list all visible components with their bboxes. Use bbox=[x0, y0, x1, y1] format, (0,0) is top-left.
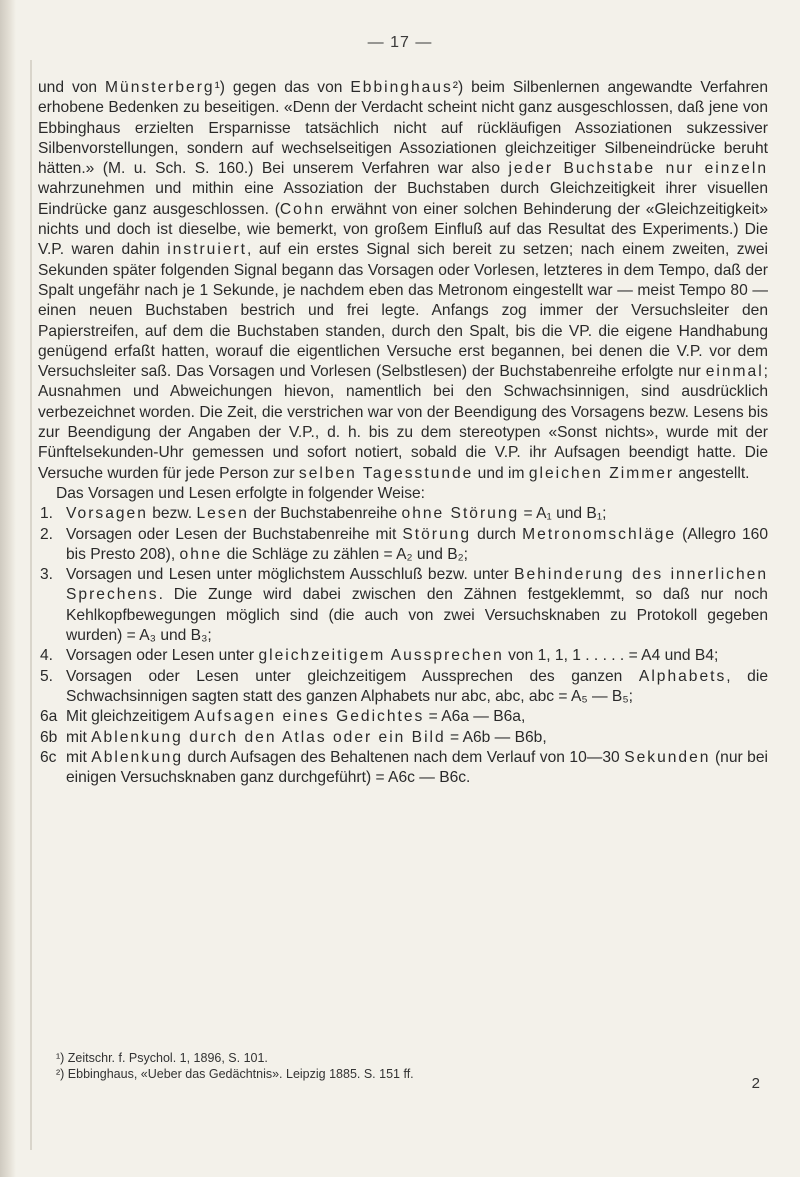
text-run: die Schläge zu zählen = A₂ und B₂; bbox=[222, 545, 468, 563]
list-item bbox=[38, 748, 768, 789]
list-item-number: 5. bbox=[40, 667, 54, 685]
spaced-emphasis-text: instruiert bbox=[167, 241, 247, 259]
spaced-emphasis-text: Ablenkung durch den Atlas oder ein Bild bbox=[91, 728, 446, 746]
text-run: Vorsagen oder Lesen unter bbox=[66, 647, 259, 665]
spaced-emphasis-text: Alphabets bbox=[638, 667, 727, 685]
text-run: Vorsagen oder Lesen der Buchstabenreihe mit bbox=[66, 525, 403, 543]
footnotes bbox=[56, 1050, 756, 1082]
spaced-emphasis-text: Ablenkung bbox=[91, 748, 183, 766]
text-run: (Allegro 160 bis Presto 208), bbox=[66, 525, 768, 563]
text-run: = A6a — B6a, bbox=[424, 708, 526, 726]
spaced-emphasis-text: Cohn bbox=[279, 200, 326, 218]
binding-shadow-line bbox=[30, 60, 32, 1150]
text-run: , auf ein erstes Signal sich bereit zu setzen; nach einem zweiten, zwei Sekunden später folgenden Signal begann das Vorsagen oder Vorlesen, letzteres in dem Tempo, daß der Spalt ungefähr nach je 1 Sekunde, je nachdem eben das Metronom eingestellt war — meist Tempo 80 — einen neuen Buchstaben bestrich und frei legte. Anfangs zog immer der Versuchsleiter den Papierstreifen, auf dem die Buchstaben standen, durch den Spalt, bis die VP. die eigene Handhabung genügend erfaßt hatten, worauf die eigentlichen Versuche erst begannen, bei denen die V.P. vor dem Versuchsleiter saß. Das Vorsagen und Vorlesen (Selbstlesen) der Buchstabenreihe erfolgte nur bbox=[38, 241, 768, 381]
text-run: Mit gleichzeitigem bbox=[66, 708, 195, 726]
text-run: wahrzunehmen und mithin eine Assoziation der Buchstaben durch Gleichzeitigkeit ihrer visuellen Eindrücke ganz ausgeschlossen. ( bbox=[38, 180, 768, 218]
list-item-number: 1. bbox=[40, 505, 54, 523]
list-item-number: 6a bbox=[40, 708, 58, 726]
footnote-2: ²) Ebbinghaus, «Ueber das Gedächtnis». Leipzig 1885. S. 151 ff. bbox=[56, 1067, 414, 1081]
list-item bbox=[38, 504, 768, 524]
text-run: bezw. bbox=[147, 505, 197, 523]
spaced-emphasis-text: gleichzeitigem Aussprechen bbox=[258, 647, 504, 665]
text-run: von 1, 1, 1 . . . . . = A4 und B4; bbox=[503, 647, 719, 665]
footnote-1: ¹) Zeitschr. f. Psychol. 1, 1896, S. 101. bbox=[56, 1051, 268, 1065]
text-run: Vorsagen oder Lesen unter gleichzeitigem Aussprechen des ganzen bbox=[66, 667, 639, 685]
text-run: (nur bei einigen Versuchsknaben ganz durchgeführt) = A6c — B6c. bbox=[66, 748, 768, 787]
list-item bbox=[38, 646, 768, 666]
condition-list bbox=[38, 504, 768, 788]
list-item bbox=[38, 728, 768, 748]
text-run: = A6b — B6b, bbox=[445, 728, 547, 746]
text-run: mit bbox=[66, 748, 92, 766]
spaced-emphasis-text: jeder Buchstabe nur einzeln bbox=[508, 160, 768, 178]
page-number: — 17 — bbox=[367, 34, 433, 51]
text-run: = A₁ und B₁; bbox=[519, 505, 607, 523]
list-item-number: 3. bbox=[40, 566, 54, 584]
spaced-emphasis-text: ohne bbox=[179, 545, 223, 563]
spaced-emphasis-text: Lesen bbox=[196, 505, 249, 523]
list-item-number: 2. bbox=[40, 525, 54, 543]
list-item-number: 6b bbox=[40, 728, 58, 746]
text-run: durch Aufsagen des Behaltenen nach dem Verlauf von 10—30 bbox=[183, 748, 625, 766]
list-item bbox=[38, 667, 768, 708]
list-item bbox=[38, 525, 768, 566]
spaced-emphasis-text: einmal bbox=[705, 363, 764, 381]
main-text bbox=[38, 78, 768, 788]
list-item-number: 4. bbox=[40, 647, 54, 665]
text-run: und von bbox=[38, 79, 106, 96]
list-item bbox=[38, 565, 768, 646]
text-run: ²) beim Silbenlernen angewandte Verfahren erhobene Bedenken zu beseitigen. «Denn der Verdacht scheint nicht ganz ausgeschlossen, daß jene von Ebbinghaus erzielten Ersparnisse tatsächlich nicht auf rückläufigen Assoziationen sukzessiver Silbenvorstellungen, sondern auf wechselseitigen Assoziationen gleichzeitiger Silbeneindrücke beruht hätten.» (M. u. Sch. S. 160.) Bei unserem Verfahren war also bbox=[38, 79, 768, 178]
signature-mark: 2 bbox=[751, 1075, 760, 1092]
text-run: . Die Zunge wird dabei zwischen den Zähnen festgeklemmt, so daß nur noch Kehlkopfbewegungen möglich sind (die auch von zwei Versuchsknaben zu Protokoll gegeben wurden) = A₃ und B₃; bbox=[66, 586, 768, 645]
spaced-emphasis-text: Störung bbox=[402, 525, 471, 543]
book-binding-edge bbox=[0, 0, 16, 1177]
paragraph-1 bbox=[38, 78, 768, 484]
text-run: ; Ausnahmen und Abweichungen hievon, namentlich bei den Schwachsinnigen, sind ausdrücklich verbezeichnet worden. Die Zeit, die verstrichen war von der Beendigung des Vorsagens bezw. Lesens bis zur Beendigung der Angaben der V.P., d. h. bis zu dem stereotypen «Sonst nichts», wurde mit der Fünftelsekunden-Uhr gemessen und sofort notiert, sobald die V.P. ihr Aufsagen beendigt hatte. Die Versuche wurden für jede Person zur bbox=[38, 363, 768, 482]
spaced-emphasis-text: ohne Störung bbox=[401, 505, 520, 523]
text-run: , die Schwachsinnigen sagten statt des ganzen Alphabets nur abc, abc, abc = A₅ — B₅; bbox=[66, 667, 768, 705]
text-run: erwähnt von einer solchen Behinderung der «Gleichzeitigkeit» nichts und doch ist dieselbe, wie bemerkt, von großem Einfluß auf das Resultat des Experiments.) Die V.P. waren dahin bbox=[38, 200, 768, 259]
text-run: ¹) gegen das von bbox=[214, 79, 351, 96]
spaced-emphasis-text: Münsterberg bbox=[105, 79, 215, 96]
text-run: Vorsagen und Lesen unter möglichstem Ausschluß bezw. unter bbox=[66, 566, 515, 584]
spaced-emphasis-text: Ebbinghaus bbox=[350, 79, 453, 96]
text-run: der Buchstabenreihe bbox=[248, 505, 402, 523]
spaced-emphasis-text: Behinderung des innerlichen Sprechens bbox=[66, 566, 768, 604]
text-run: durch bbox=[471, 525, 523, 543]
text-run: angestellt. bbox=[674, 464, 750, 482]
text-run: mit bbox=[66, 728, 92, 746]
spaced-emphasis-text: Sekunden bbox=[624, 748, 711, 766]
list-intro: Das Vorsagen und Lesen erfolgte in folgender Weise: bbox=[56, 484, 426, 502]
spaced-emphasis-text: Metronomschläge bbox=[522, 525, 677, 543]
list-item-number: 6c bbox=[40, 748, 57, 766]
spaced-emphasis-text: gleichen Zimmer bbox=[528, 464, 675, 482]
spaced-emphasis-text: Aufsagen eines Gedichtes bbox=[194, 708, 425, 726]
text-run: und im bbox=[473, 464, 529, 482]
list-item bbox=[38, 707, 768, 727]
spaced-emphasis-text: selben Tagesstunde bbox=[298, 464, 474, 482]
spaced-emphasis-text: Vorsagen bbox=[66, 505, 148, 523]
